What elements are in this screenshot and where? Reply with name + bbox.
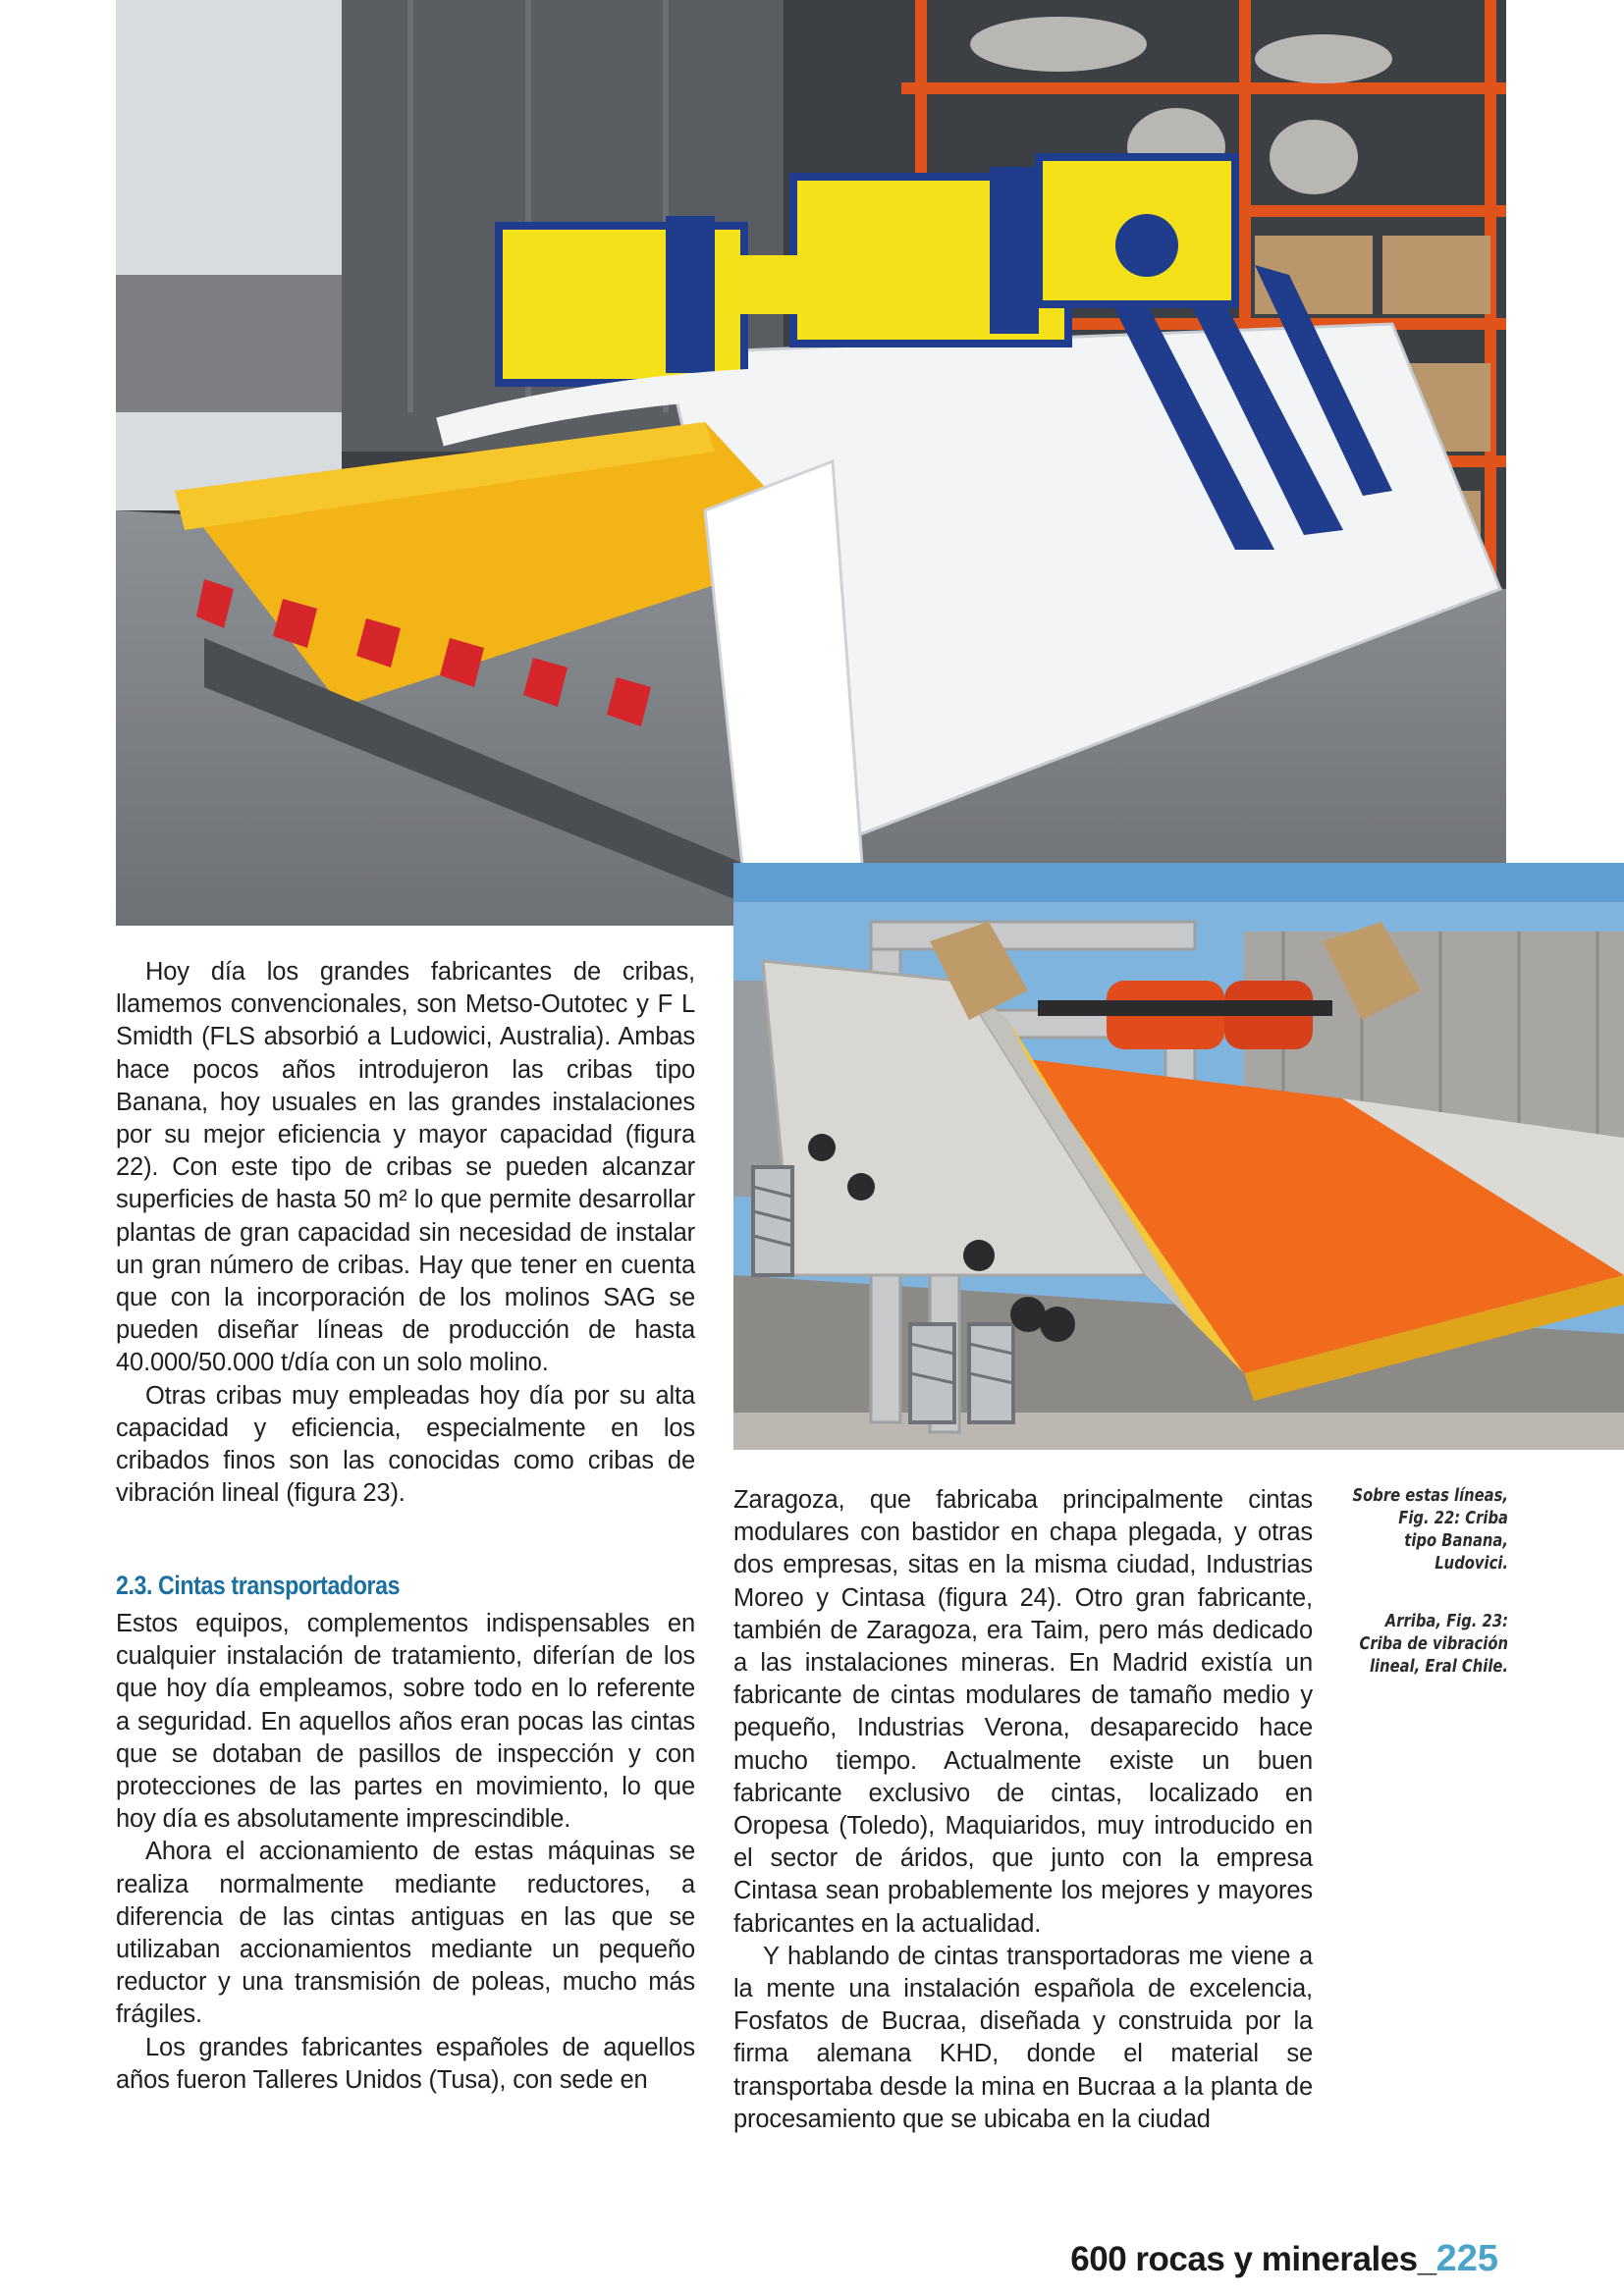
caption-line: Fig. 22: Criba: [1398, 1508, 1508, 1528]
caption-line: tipo Banana,: [1404, 1530, 1508, 1551]
body-column-left-top: [116, 956, 695, 1510]
linear-vibrating-screen-illustration: [733, 863, 1624, 1450]
section-heading: 2.3. Cintas transportadoras: [116, 1571, 401, 1600]
publication-label: 600 rocas y minerales_: [1070, 2240, 1436, 2278]
caption-line: Criba de vibración: [1359, 1633, 1508, 1654]
paragraph: Los grandes fabricantes españoles de aquellos años fueron Talleres Unidos (Tusa), con sede en: [116, 2033, 695, 2094]
figure-23-caption: [1347, 1610, 1508, 1678]
paragraph: Zaragoza, que fabricaba principalmente cintas modulares con bastidor en chapa plegada, y otras dos empresas, sitas en la misma ciudad, Industrias Moreo y Cintasa (figura 24). Otro gran fabricante, también de Zaragoza, era Taim, pero más dedicado a las instalaciones mineras. En Madrid existía un fabricante de cintas modulares de tamaño medio y pequeño, Industrias Verona, desaparecido hace mucho tiempo. Actualmente existe un buen fabricante exclusivo de cintas, localizado en Oropesa (Toledo), Maquiaridos, muy introducido en el sector de áridos, que junto con la empresa Cintasa sean probablemente los mejores y mayores fabricantes en la actualidad.: [733, 1486, 1313, 1938]
paragraph: Otras cribas muy empleadas hoy día por su alta capacidad y eficiencia, especialmente en los cribados finos son las conocidas como cribas de vibración lineal (figura 23).: [116, 1381, 695, 1508]
figure-22-caption: [1347, 1484, 1508, 1575]
banana-screen-illustration: [116, 0, 1506, 926]
paragraph: Y hablando de cintas transportadoras me viene a la mente una instalación española de excelencia, Fosfatos de Bucraa, diseñada y construida por la firma alemana KHD, donde el material se transportaba desde la mina en Bucraa a la planta de procesamiento que se ubicaba en la ciudad: [733, 1942, 1313, 2133]
paragraph: Ahora el accionamiento de estas máquinas se realiza normalmente mediante reductores, a diferencia de las cintas antiguas en las que se utilizaban accionamientos mediante un pequeño reductor y una transmisión de poleas, mucho más frágiles.: [116, 1838, 695, 2029]
caption-line: Sobre estas líneas,: [1352, 1485, 1508, 1506]
body-column-left-bottom: [116, 1608, 695, 2097]
figure-23-photo: [733, 863, 1624, 1450]
page-footer: [1070, 2238, 1498, 2280]
paragraph: Hoy día los grandes fabricantes de cribas, llamemos convencionales, son Metso-Outotec y F L Smidth (FLS absorbió a Ludowici, Australia). Ambas hace pocos años introdujeron las cribas tipo Banana, hoy usuales en las grandes instalaciones por su mejor eficiencia y mayor capacidad (figura 22). Con este tipo de cribas se pueden alcanzar superficies de hasta 50 m² lo que permite desarrollar plantas de gran capacidad sin necesidad de instalar un gran número de cribas. Hay que tener en cuenta que con la incorporación de los molinos SAG se pueden diseñar líneas de producción de hasta 40.000/50.000 t/día con un solo molino.: [116, 958, 695, 1377]
caption-line: Arriba, Fig. 23:: [1384, 1611, 1508, 1631]
paragraph: Estos equipos, complementos indispensables en cualquier instalación de tratamiento, diferían de los que hoy día empleamos, sobre todo en lo referente a seguridad. En aquellos años eran pocas las cintas que se dotaban de pasillos de inspección y con protecciones de las partes en movimiento, lo que hoy día es absolutamente imprescindible.: [116, 1610, 695, 1834]
body-column-right: [733, 1484, 1313, 2136]
caption-line: lineal, Eral Chile.: [1369, 1656, 1508, 1677]
caption-line: Ludovici.: [1435, 1553, 1508, 1574]
figure-22-photo: [116, 0, 1506, 926]
page-number: 225: [1435, 2238, 1498, 2279]
